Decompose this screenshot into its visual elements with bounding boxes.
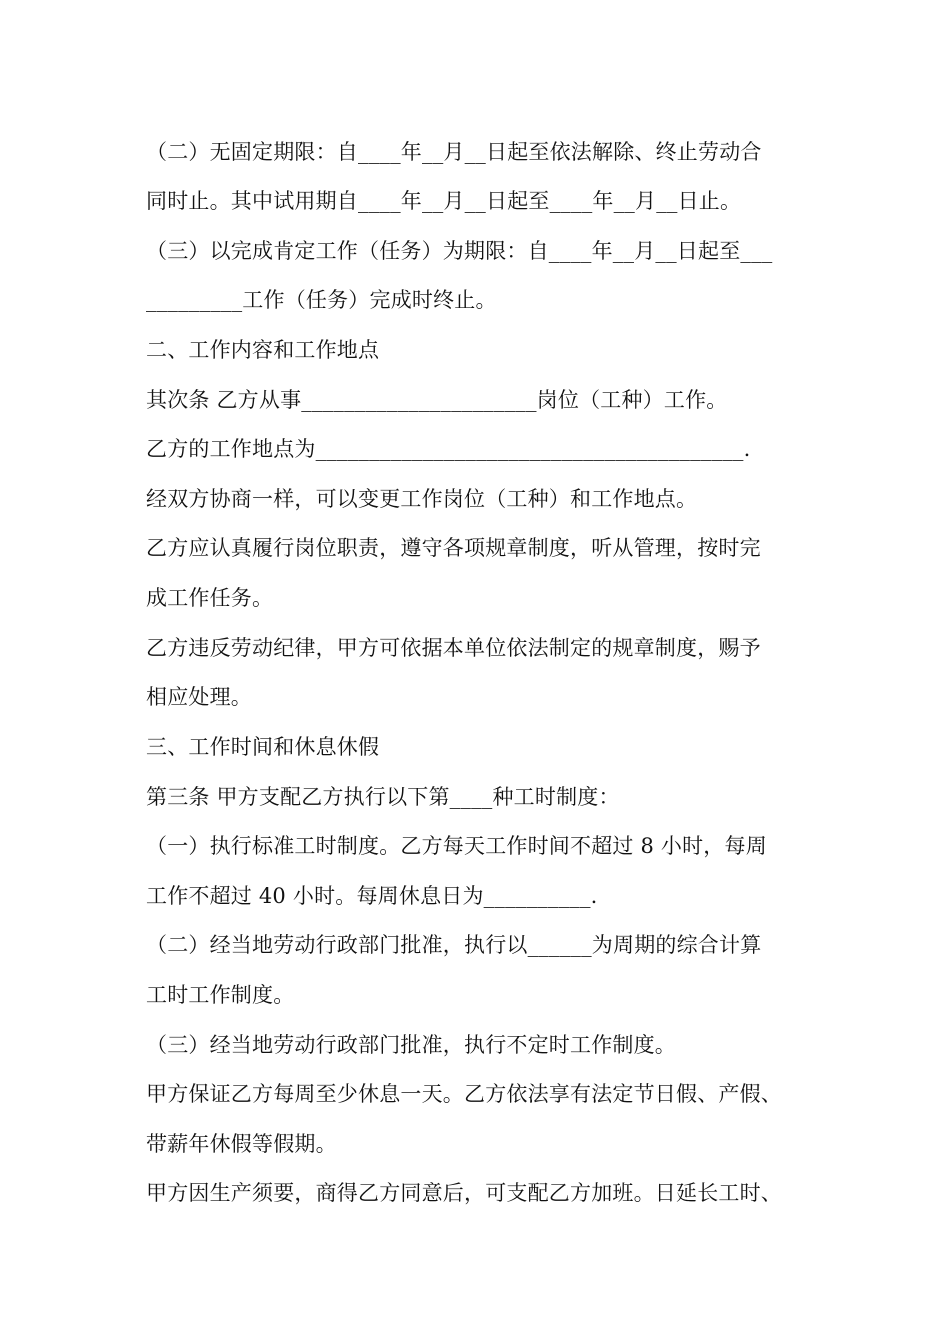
text-line: 同时止。其中试用期自____年__月__日起至____年__月__日止。 [146, 189, 742, 213]
section-heading: 二、工作内容和工作地点 [146, 338, 380, 362]
text-line: 工时工作制度。 [146, 983, 295, 1007]
text-line: 乙方违反劳动纪律，甲方可依据本单位依法制定的规章制度，赐予 [146, 636, 761, 660]
text-line: （三）以完成肯定工作（任务）为期限：自____年__月__日起至___ [146, 239, 773, 263]
text-line: （二）经当地劳动行政部门批准，执行以______为周期的综合计算 [146, 933, 762, 957]
text-line: （三）经当地劳动行政部门批准，执行不定时工作制度。 [146, 1033, 676, 1057]
text-line: 甲方保证乙方每周至少休息一天。乙方依法享有法定节日假、产假、 [146, 1082, 782, 1106]
text-line: _________工作（任务）完成时终止。 [146, 288, 497, 312]
text-line: 相应处理。 [146, 685, 252, 709]
text-line: 第三条 甲方支配乙方执行以下第____种工时制度： [146, 785, 620, 809]
text-line: 乙方应认真履行岗位职责，遵守各项规章制度，听从管理，按时完 [146, 536, 761, 560]
text-line: 其次条 乙方从事______________________岗位（工种）工作。 [146, 388, 728, 412]
text-line: （二）无固定期限：自____年__月__日起至依法解除、终止劳动合 [146, 140, 762, 164]
section-heading: 三、工作时间和休息休假 [146, 735, 380, 759]
text-line: 乙方的工作地点为________________________________________. [146, 437, 751, 461]
text-line: 甲方因生产须要，商得乙方同意后，可支配乙方加班。日延长工时、 [146, 1181, 782, 1205]
text-line: 经双方协商一样，可以变更工作岗位（工种）和工作地点。 [146, 487, 698, 511]
text-line: （一）执行标准工时制度。乙方每天工作时间不超过 8 小时，每周 [146, 834, 767, 858]
text-line: 带薪年休假等假期。 [146, 1132, 337, 1156]
text-line: 成工作任务。 [146, 586, 274, 610]
text-line: 工作不超过 40 小时。每周休息日为__________. [146, 884, 598, 908]
